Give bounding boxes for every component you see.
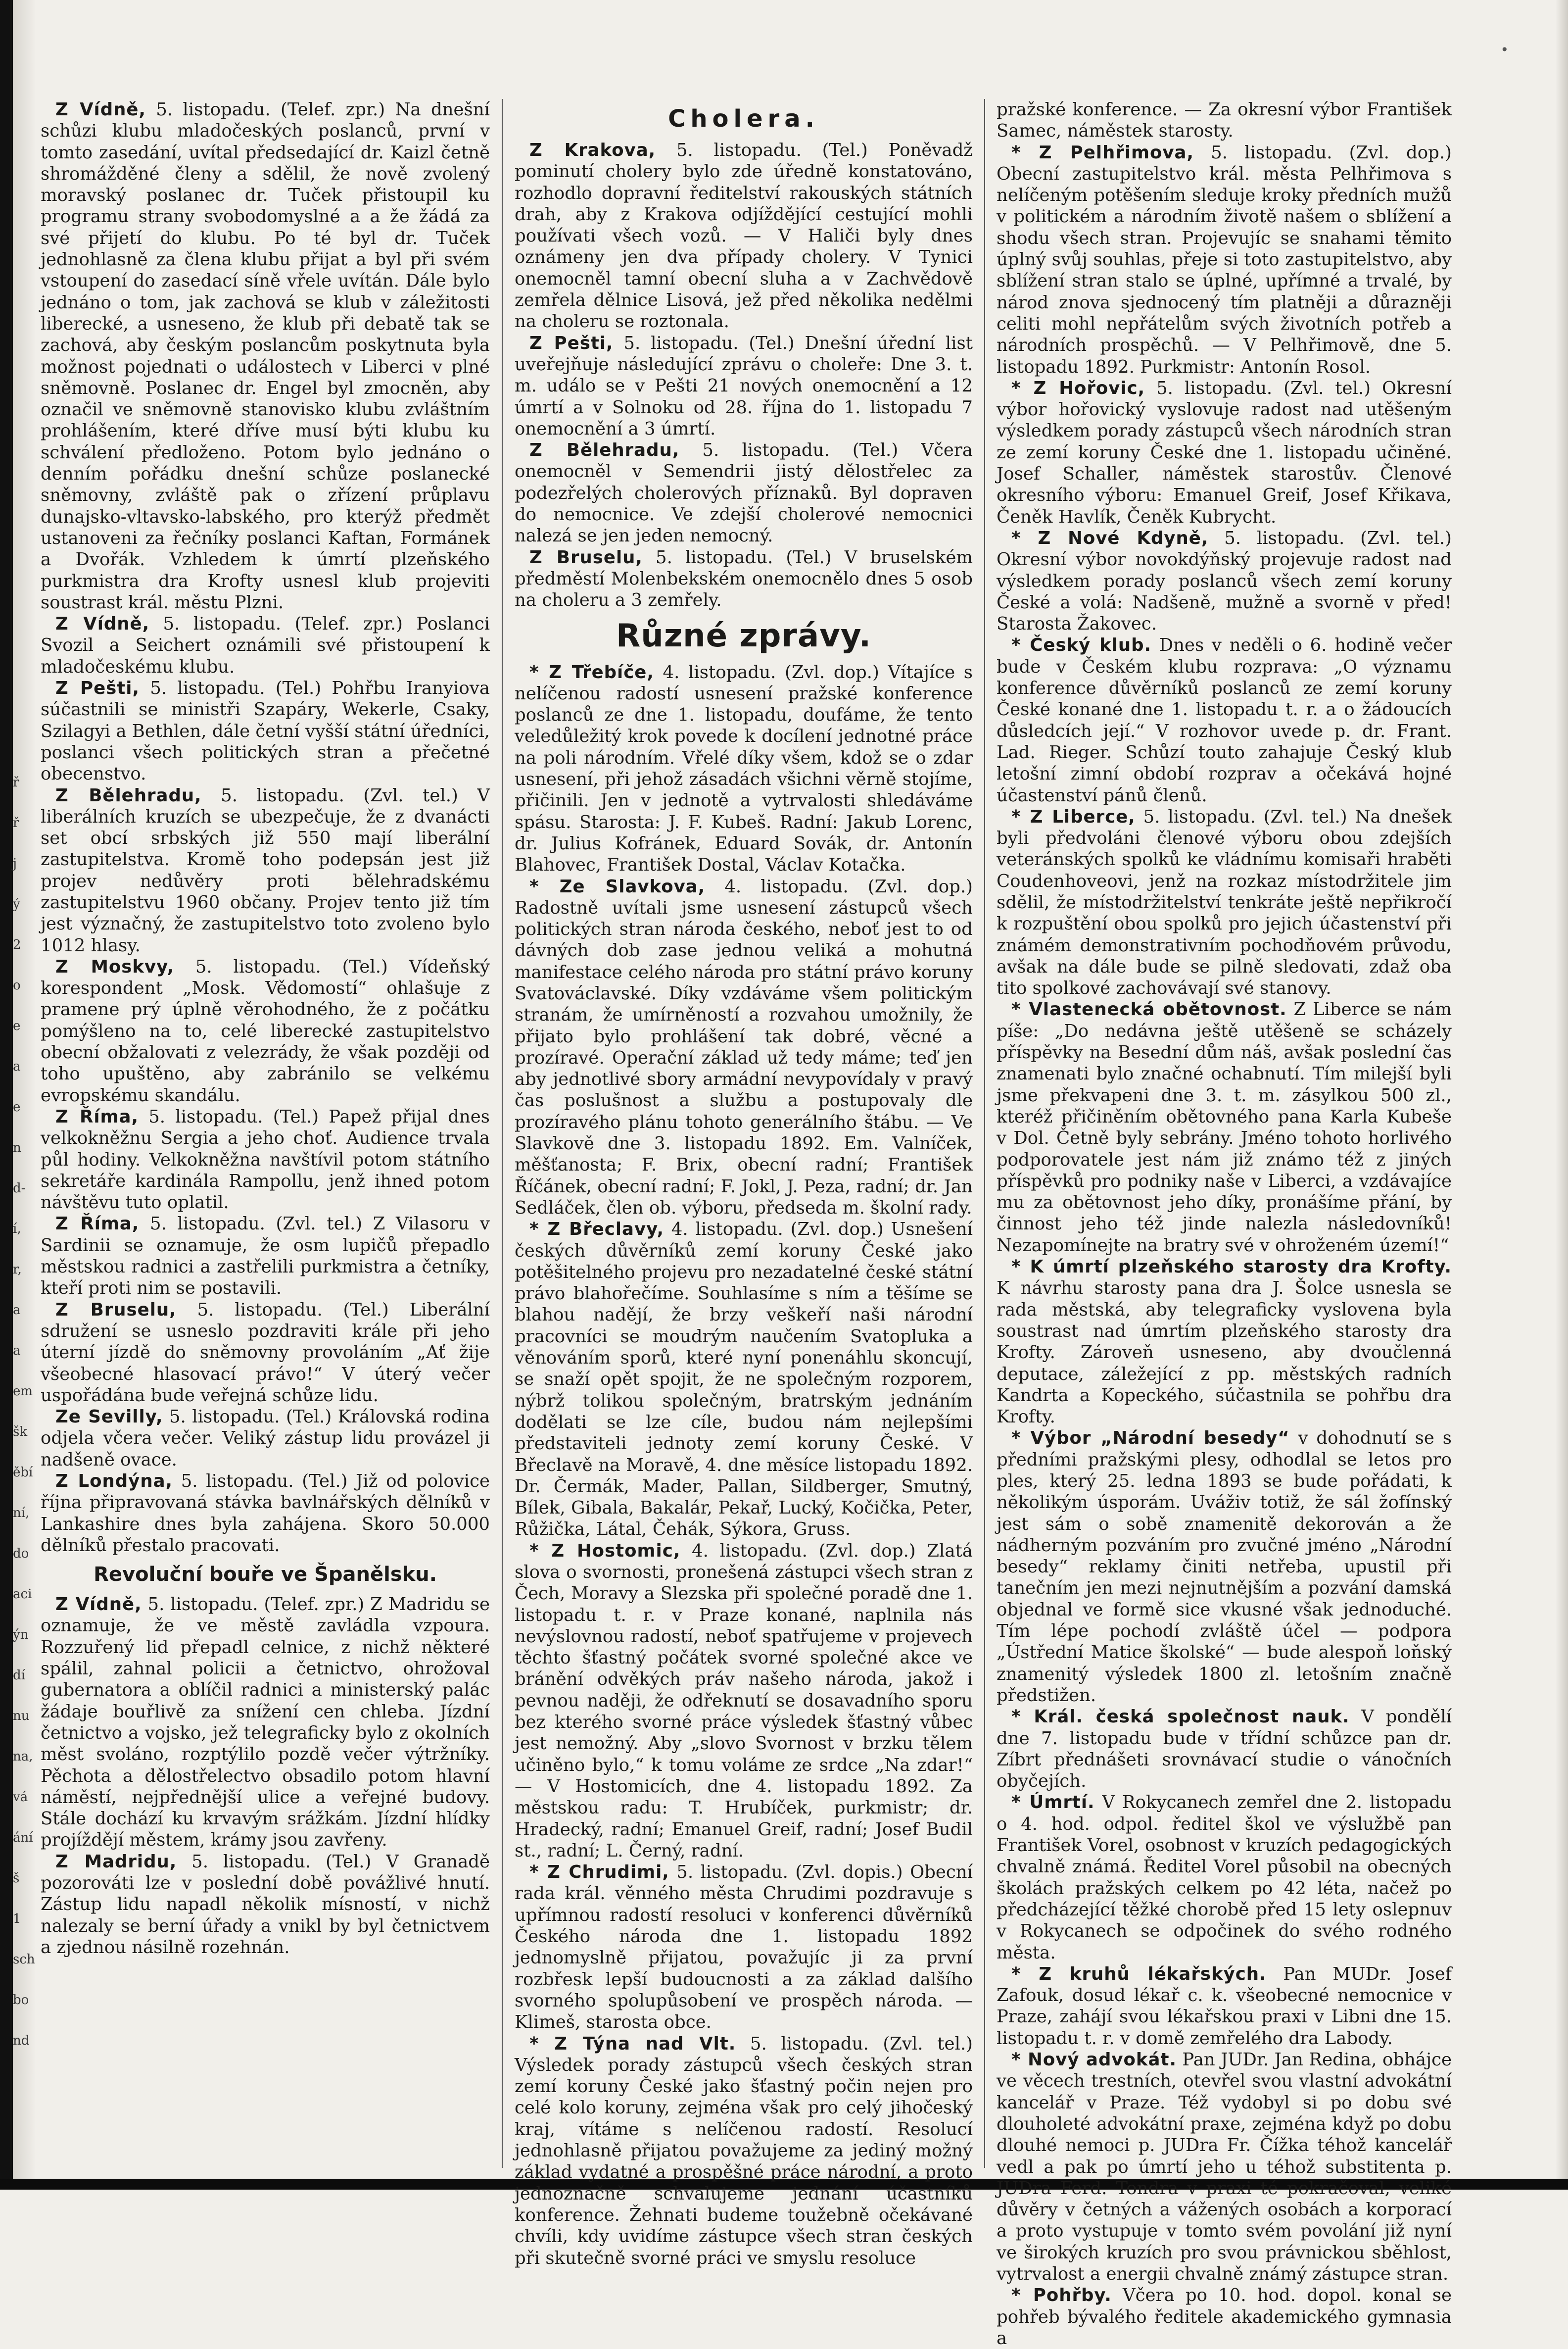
bleed-fragment: ýn bbox=[13, 1627, 29, 1642]
bleed-fragment: bo bbox=[13, 1993, 29, 2007]
newspaper-page bbox=[41, 99, 1537, 2349]
news-item bbox=[41, 1406, 490, 1470]
news-text: Dnes v neděli o 6. hodině večer bude v Českém klubu rozprava: „O významu konference důvěrníků poslanců ze zemí koruny České konané dne 1. listopadu t. r. a o žádoucích důsledcích její.“ V rozhovor uvede p. dr. Frant. Lad. Rieger. Schůzí touto zahajuje Český klub letošní zimní období rozprav a očekává hojné účastenství pánů členů. bbox=[997, 635, 1452, 806]
bleed-fragment: a bbox=[13, 1343, 21, 1358]
news-item bbox=[41, 1106, 490, 1213]
news-item bbox=[41, 1213, 490, 1299]
news-text: 4. listopadu. (Zvl. dop.) Vítajíce s nelíčenou radostí usnesení pražské konference poslanců ze dne 1. listopadu, doufáme, že tento veledůležitý krok povede k docílení jednotné práce na poli národním. Vřelé díky všem, kdož se o zdar usnesení, při jehož zásadách všichni věrně stojíme, přičinili. Jen v jednotě a vytrvalosti shledáváme spásu. Starosta: J. F. Kubeš. Radní: Jakub Lorenc, dr. Julius Kofránek, Eduard Sovák, dr. Antonín Blahovec, František Dostal, Václav Kotačka. bbox=[515, 662, 973, 876]
news-text: Pan MUDr. Josef Zafouk, dosud lékař c. k. všeobecné nemocnice v Praze, zahájí svou lékařskou praxi v Libni dne 15. listopadu t. r. v domě zemřelého dra Labody. bbox=[997, 1963, 1452, 2049]
news-text: v dohodnutí se s předními pražskými plesy, odhodlal se letos pro ples, který 25. ledna 1893 se bude pořádati, k několikým úsporám. Uváživ totiž, že sál žofínský jest sám o sobě znamenitě dekorován a že nádherným pozváním pro zvučné jméno „Národní besedy“ reklamy činiti netřeba, upustil při tanečním jen mezi nejnutnějším a pozvání damská objednal ve formě sice vkusné však jednoduché. Tím lépe pochodí zvláště účel — podpora „Ústřední Matice školské“ — bude alespoň loňský znamenitý výsledek 1800 zl. letošním značně předstižen. bbox=[997, 1428, 1452, 1706]
dateline: Z Krakova, bbox=[529, 140, 656, 160]
scan-bleed-through bbox=[13, 0, 35, 2190]
news-text: 5. listopadu. (Zvl. tel.) Okresní výbor novokdýňský projevuje radost nad výsledkem porady poslanců všech zemí koruny České a volá: Nadšeně, mužně a svorně v před! Starosta Žakovec. bbox=[997, 528, 1452, 635]
news-text: 5. listopadu. (Telef. zpr.) Na dnešní schůzi klubu mladočeských poslanců, první v tomto zasedání, uvítal předsedající dr. Kaizl četně shromážděné členy a sdělil, že nově zvolený moravský poslanec dr. Tuček přistoupil ku programu strany svobodomyslné a a že žádá za své přijetí do klubu. Po té byl dr. Tuček jednohlasně za člena klubu přijat a byl při svém vstoupení do zasedací síně vřele uvítán. Dále bylo jednáno o tom, jak zachová se klub v záležitosti liberecké, a usneseno, že klub při debatě tak se zachová, aby českým poslancům poskytnuta byla možnost pojednati o událostech v Liberci v plné sněmovně. Poslanec dr. Engel byl zmocněn, aby označil ve sněmovně stanovisko klubu zvláštním prohlášením, které dříve musí býti klubu ku schválení předloženo. Potom bylo jednáno o denním pořádku dnešní schůze poslanecké sněmovny, zvláště pak o zřízení průplavu dunajsko-vltavsko-labského, pro kterýž předmět ustanoveni za řečníky poslanci Kaftan, Formánek a Dvořák. Vzhledem k úmrtí plzeňského purkmistra dra Krofty usnesl klub projeviti soustrast král. městu Plzni. bbox=[41, 99, 490, 613]
bleed-fragment: ř bbox=[13, 775, 19, 790]
news-text: 5. listopadu. (Zvl. tel.) Okresní výbor hořovický vyslovuje radost nad utěšeným výsledkem porady zástupců všech národních stran ze zemí koruny České dne 1. listopadu učiněné. Josef Schaller, náměstek starostův. Členové okresního výboru: Emanuel Greif, Josef Křikava, Čeněk Havlík, Čeněk Kubrycht. bbox=[997, 378, 1452, 527]
bleed-fragment: ěbí bbox=[13, 1465, 33, 1480]
bleed-fragment: 2 bbox=[13, 937, 21, 952]
news-text: 5. listopadu. (Zvl. tel.) V liberálních kruzích se ubezpečuje, že z dvanácti set obcí srbských již 550 mají liberální zastupitelstva. Kromě toho podepsán jest již projev nedůvěry proti bělehradskému zastupitelstvu 1960 občany. Projev tento již tím jest význačný, že zastupitelstvo toto zvoleno bylo 1012 hlasy. bbox=[41, 785, 490, 956]
news-item bbox=[997, 2049, 1452, 2285]
bleed-fragment: e bbox=[13, 1019, 21, 1033]
bleed-fragment: nu bbox=[13, 1709, 30, 1723]
news-text: 5. listopadu. (Tel.) Papež přijal dnes velkokněžnu Sergia a jeho choť. Audience trvala půl hodiny. Velkokněžna navštívil potom státního sekretáře kardinála Rampollu, jenž ihned potom návštěvu tuto oplatil. bbox=[41, 1106, 490, 1213]
column-1 bbox=[41, 99, 490, 2168]
news-item bbox=[515, 876, 973, 1219]
dateline: Z Říma, bbox=[55, 1214, 140, 1234]
dateline: * Úmrtí. bbox=[1011, 1792, 1095, 1813]
bleed-fragment: d- bbox=[13, 1181, 26, 1196]
news-item bbox=[997, 635, 1452, 806]
news-text: 5. listopadu. (Tel.) Dnešní úřední list uveřejňuje následující zprávu o choleře: Dne 3. t. m. událo se v Pešti 21 nových onemocnění a 12 úmrtí a v Solnoku od 28. října do 1. listopadu 7 onemocnění a 3 úmrtí. bbox=[515, 333, 973, 439]
news-text: 4. listopadu. (Zvl. dop.) Radostně uvítali jsme usnesení zástupců všech politických stran národa českého, neboť jest to od dávných dob zase jednou veliká a mohutná manifestace celého národa pro státní právo koruny Svatováclavské. Díky vzdáváme všem politickým stranám, že umírněností a rozvahou umožnily, že přijato bylo prohlášení tak dobré, věcné a prozíravé. Operační základ už tedy máme; teď jen aby jednotlivé sbory armádní nevypovídaly v pravý čas poslušnost a službu a postupovaly dle prozíravého plánu tohoto generálního štábu. — Ve Slavkově dne 3. listopadu 1892. Em. Valníček, měšťanosta; F. Brix, obecní radní; František Říčánek, obecní radní; F. Jokl, J. Peza, radní; dr. Jan Sedláček, člen ob. výboru, předseda m. školní rady. bbox=[515, 876, 973, 1218]
section-title: Různé zprávy. bbox=[616, 617, 872, 654]
news-item bbox=[997, 142, 1452, 378]
news-text: 5. listopadu. (Zvl. dop.) Obecní zastupitelstvo král. města Pelhřimova s nelíčeným potěšením sleduje kroky předních mužů v politickém a národním životě našem o sblížení a shodu všech stran. Projevujíc se snahami těmito úplný svůj souhlas, přeje si toto zastupitelstvo, aby sblížení stran stalo se úplné, upřímné a trvalé, by národ znova sjednocený tím platněji a důrazněji celiti mohl nepřátelům svých životních potřeb a národních prospěchů. — V Pelhřimově, dne 5. listopadu 1892. Purkmistr: Antonín Rosol. bbox=[997, 142, 1452, 377]
news-item bbox=[41, 99, 490, 613]
dateline: Z Bruselu, bbox=[55, 1299, 177, 1320]
news-item bbox=[41, 956, 490, 1106]
bleed-fragment: a bbox=[13, 1303, 21, 1318]
news-item bbox=[997, 1256, 1452, 1427]
news-item bbox=[997, 378, 1452, 528]
news-text: 5. listopadu. (Tel.) V Granadě pozorováti lze v poslední době povážlivé hnutí. Zástup lidu napadl několik mísností, v nichž nalezaly se berní úřady a vnikl by byl četnictvem a zjednou násilně rozehnán. bbox=[41, 1851, 490, 1958]
news-text: 5. listopadu. (Tel.) Již od polovice října připravovaná stávka bavlnářských dělníků v Lankashire dnes byla zahájena. Skoro 50.000 dělníků přestalo pracovati. bbox=[41, 1471, 490, 1556]
news-item bbox=[515, 1219, 973, 1540]
dateline: * Z Břeclavy, bbox=[529, 1219, 664, 1240]
dateline: Z Madridu, bbox=[55, 1851, 177, 1872]
bleed-fragment: em bbox=[13, 1384, 33, 1399]
bleed-fragment: aci bbox=[13, 1587, 32, 1602]
dateline: * Nový advokát. bbox=[1011, 2050, 1177, 2070]
bleed-fragment: nd bbox=[13, 2033, 30, 2048]
bleed-fragment: e bbox=[13, 1100, 21, 1115]
news-item bbox=[997, 1427, 1452, 1706]
bleed-fragment: j bbox=[13, 856, 17, 871]
news-text: 5. listopadu. (Tel.) Včera onemocněl v Semendrii jistý dělostřelec za podezřelých cholerových příznaků. Byl dopraven do nemocnice. Ve zdejší cholerové nemocnici nalezá se jen jeden nemocný. bbox=[515, 440, 973, 546]
news-item bbox=[515, 547, 973, 611]
news-text: 5. listopadu. (Zvl. tel.) Na dnešek byli předvoláni členové výboru obou zdejších veteránských spolků ke vládnímu komisaři hraběti Coudenhoveovi, jenž na rozkaz místodržitele jim sdělil, že místodržitelství tenkráte ještě nepřikročí k rozpuštění obou spolků pro jejich účastenství při známém demonstrativním pochodňovém průvodu, avšak na dále bude se pilně sledovati, zdaž oba tito spolkové zachovávají své stanovy. bbox=[997, 806, 1452, 999]
news-item bbox=[515, 333, 973, 440]
news-item bbox=[41, 1851, 490, 1958]
news-text: K návrhu starosty pana dra J. Šolce usnesla se rada městská, aby telegraficky vyslovena byla soustrast nad úmrtím plzeňského starosty dra Krofty. Zároveň usneseno, aby dvoučlenná deputace, záležející z pp. městských radních Kandrta a Kopeckého, súčastnila se pohřbu dra Krofty. bbox=[997, 1278, 1452, 1427]
news-text: 5. listopadu. (Zvl. tel.) Z Vilasoru v Sardinii se oznamuje, že osm lupičů přepadlo městskou radnici a zastřelili purkmistra a četníky, kteří proti nim se postavili. bbox=[41, 1214, 490, 1299]
news-item bbox=[997, 1963, 1452, 2049]
dateline: * Z Chrudimi, bbox=[529, 1862, 669, 1883]
dateline: * Z kruhů lékařských. bbox=[1011, 1963, 1267, 1984]
dateline: Z Říma, bbox=[55, 1106, 139, 1127]
bleed-fragment: r, bbox=[13, 1262, 22, 1277]
dateline: Z Bruselu, bbox=[529, 547, 643, 568]
bleed-fragment: ní, bbox=[13, 1506, 30, 1520]
column-3 bbox=[997, 99, 1452, 2349]
news-text: V Rokycanech zemřel dne 2. listopadu o 4. hod. odpol. ředitel škol ve výslužbě pan František Vorel, osobnost v kruzích pedagogických chvalně známá. Ředitel Vorel působil na obecných školách pražských celkem po 42 léta, načež po předcházející těžké chorobě před 15 lety oslepnuv v Rokycanech se odpočinek do svého rodného města. bbox=[997, 1792, 1452, 1963]
news-text: Včera po 10. hod. dopol. konal se pohřeb bývalého ředitele akademického gymnasia a bbox=[997, 2285, 1452, 2349]
bleed-fragment: do bbox=[13, 1546, 29, 1561]
dateline: * Ze Slavkova, bbox=[529, 876, 706, 897]
news-item bbox=[515, 440, 973, 546]
dateline: Z Pešti, bbox=[529, 333, 614, 353]
news-item bbox=[41, 1594, 490, 1851]
bleed-fragment: a bbox=[13, 1059, 21, 1074]
news-item bbox=[515, 1861, 973, 2033]
dateline: Z Pešti, bbox=[55, 678, 140, 699]
news-item bbox=[515, 140, 973, 333]
column-rule bbox=[502, 99, 503, 2168]
bleed-fragment: š bbox=[13, 1871, 20, 1886]
dateline: Z Vídně, bbox=[55, 1594, 142, 1615]
news-text: Pan JUDr. Jan Redina, obhájce ve věcech trestních, otevřel svou vlastní advokátní kancelář v Praze. Též vydobyl si po dobu své dlouholeté advokátní praxe, zejména když po dobu dlouhé nemoci p. JUDra Fr. Čížka téhož kancelář vedl a pak po úmrtí jeho u téhož substitenta p. JUDra Ferd. Tondra v praxi té pokračoval, veliké důvěry v četných a vážených osobách a korporací a proto vystupuje v tomto svém povolání již nyní ve širokých kruzích pro svou právnickou sběhlost, vytrvalost a energii chvalně známý zástupce stran. bbox=[997, 2050, 1452, 2284]
bleed-fragment: šk bbox=[13, 1424, 28, 1439]
dateline: Z Londýna, bbox=[55, 1471, 173, 1491]
news-item bbox=[515, 662, 973, 876]
section-title: Cholera. bbox=[668, 105, 819, 133]
news-item bbox=[997, 806, 1452, 999]
news-text: 5. listopadu. (Zvl. dopis.) Obecní rada král. věnného města Chrudimi pozdravuje s upřímnou radostí resoluci v konferenci důvěrníků Českého národa dne 1. listopadu 1892 jednomyslně přijatou, považujíc ji za první rozbřesk lepší budoucnosti a za základ dalšího svorného spolupůsobení ve prospěch národa. — Klimeš, starosta obce. bbox=[515, 1862, 973, 2033]
bleed-fragment: n bbox=[13, 1140, 21, 1155]
dateline: * Výbor „Národní besedy“ bbox=[1011, 1428, 1290, 1449]
news-item bbox=[997, 1706, 1452, 1792]
dateline: Z Vídně, bbox=[55, 614, 150, 635]
dateline: * Z Liberce, bbox=[1011, 806, 1136, 827]
news-text: pražské konference. — Za okresní výbor František Samec, náměstek starosty. bbox=[997, 99, 1452, 142]
scan-right-edge bbox=[1556, 0, 1568, 2190]
news-item bbox=[515, 2033, 973, 2269]
dateline: * Z Hostomic, bbox=[529, 1540, 681, 1561]
news-text: 5. listopadu. (Zvl. tel.) Výsledek porady zástupců všech českých stran zemí koruny České jako šťastný počin nejen pro celé kolo koruny, zejména však pro celý jihočeský kraj, vítáme s nelíčenou radostí. Resolucí jednohlasně přijatou považujeme za jediný možný základ vydatné a prospěšné práce národní, a proto jednoznačně schvalujeme jednání účastníků konference. Žehnati budeme toužebně očekávané chvíli, kdy uvidíme zástupce všech stran českých při skutečně svorné práci ve smyslu resoluce bbox=[515, 2033, 973, 2268]
dateline: * Král. česká společnost nauk. bbox=[1011, 1707, 1350, 1727]
dateline: * Z Nové Kdyně, bbox=[1011, 528, 1209, 548]
dateline: * Z Týna nad Vlt. bbox=[529, 2033, 736, 2054]
news-text: 4. listopadu. (Zvl. dop.) Zlatá slova o svornosti, pronešená zástupci všech stran z Čech, Moravy a Slezska při společné poradě dne 1. listopadu t. r. v Praze konané, naplnila nás nevýslovnou radostí, neboť spatřujeme v projevech těchto šťastný počátek svorné společné akce ve bránění odvěkých práv našeho národa, jakož i pevnou naději, že odřeknutí se dosavadního sporu bez kterého svorné práce výsledek šťastný vůbec jest nemožný. Aby „slovo Svornost v brzku tělem učiněno bylo,“ k tomu voláme ze srdce „Na zdar!“ — V Hostomicích, dne 4. listopadu 1892. Za městskou radu: T. Hrubíček, purkmistr; dr. Hradecký, radní; Emanuel Greif, radní; Josef Budil st., radní; L. Černý, radní. bbox=[515, 1540, 973, 1861]
bleed-fragment: í, bbox=[13, 1222, 21, 1236]
news-item bbox=[41, 785, 490, 956]
column-2 bbox=[515, 99, 973, 2268]
dateline: * Z Pelhřimova, bbox=[1011, 142, 1194, 163]
news-text: 4. listopadu. (Zvl. dop.) Usnešení českých důvěrníků zemí koruny České jako potěšitelného projevu pro nezadatelné české státní právo blahořečíme. Souhlasíme s ním a těšíme se blahou nadějí, že brzy veškeří naši národní pracovníci se moudrým naučením Svatopluka a věnováním sporů, které nyní ponenáhlu skoncují, se snaží opět spojit, že ne společným rozporem, nýbrž tolikou společným, bratrským jednáním dodělati se lze cíle, budou nám nejlepšími představiteli jednoty zemí koruny České. V Břeclavě na Moravě, 4. dne měsíce listopadu 1892. Dr. Čermák, Mader, Pallan, Sildberger, Smutný, Bílek, Gibala, Bakalár, Pekař, Lucký, Kočička, Peter, Růžička, Látal, Čehák, Sýkora, Gruss. bbox=[515, 1219, 973, 1540]
bleed-fragment: 1 bbox=[13, 1911, 21, 1926]
dateline: Z Bělehradu, bbox=[529, 440, 680, 461]
bleed-fragment: o bbox=[13, 978, 21, 993]
bleed-fragment: ř bbox=[13, 816, 19, 831]
bleed-fragment: na, bbox=[13, 1749, 33, 1764]
bleed-fragment: ání bbox=[13, 1830, 33, 1845]
column-rule bbox=[984, 99, 985, 2168]
corner-mark: • bbox=[1500, 42, 1509, 58]
bleed-fragment: dí bbox=[13, 1668, 25, 1683]
news-text: 5. listopadu. (Tel.) Vídeňský korespondent „Mosk. Vědomostí“ ohlašuje z pramene prý úplně věrohodného, že z počátku pomýšleno na to, celé liberecké zastupitelstvo obecní obžalovati z velezrády, že však později od toho upuštěno, aby zabránilo se velkému evropskému skandálu. bbox=[41, 956, 490, 1106]
dateline: * Vlastenecká obětovnost. bbox=[1011, 999, 1287, 1020]
dateline: Z Bělehradu, bbox=[55, 785, 202, 806]
scan-left-border bbox=[0, 0, 13, 2190]
dateline: Z Vídně, bbox=[55, 99, 146, 120]
news-item bbox=[41, 1299, 490, 1406]
bleed-fragment: vá bbox=[13, 1790, 28, 1805]
news-item bbox=[997, 2285, 1452, 2349]
news-item bbox=[997, 999, 1452, 1256]
news-text: 5. listopadu. (Tel.) Liberální sdružení se usneslo pozdraviti krále při jeho úterní jízdě do sněmovny provoláním „Ať žije všeobecné hlasovací právo!“ V úterý večer uspořádána bude veřejná schůze lidu. bbox=[41, 1299, 490, 1406]
news-item bbox=[515, 1540, 973, 1861]
dateline: Ze Sevilly, bbox=[55, 1407, 163, 1427]
dateline: * Z Hořovic, bbox=[1011, 378, 1145, 398]
news-text: 5. listopadu. (Telef. zpr.) Z Madridu se oznamuje, že ve městě zavládla vzpoura. Rozzuřený lid přepadl celnice, z nichž některé spálil, zahnal policii a četnictvo, ohrožoval gubernatora a oblíčil radnici a ministerský palác žádaje bouřlivě za snížení cen chleba. Jízdní četnictvo a vojsko, jež telegraficky bylo z okolních měst svoláno, rozptýlilo pozdě večer výtržníky. Pěchota a dělostřelectvo obsadilo potom hlavní náměstí, nejpřednější ulice a veřejné budovy. Stále dochází ku krvavým srážkám. Jízdní hlídky projíždějí městem, krámy jsou zavřeny. bbox=[41, 1594, 490, 1851]
news-text: 5. listopadu. (Tel.) V bruselském předměstí Molenbekském onemocnělo dnes 5 osob na choleru a 3 zemřely. bbox=[515, 547, 973, 611]
section-title: Revoluční bouře ve Španělsku. bbox=[94, 1563, 437, 1586]
news-item bbox=[41, 1470, 490, 1556]
dateline: * Český klub. bbox=[1011, 635, 1152, 656]
dateline: Z Moskvy, bbox=[55, 956, 175, 977]
news-item bbox=[41, 613, 490, 678]
news-text: V pondělí dne 7. listopadu bude v třídní schůzce pan dr. Zíbrt přednášeti srovnávací studie o vánočních obyčejích. bbox=[997, 1707, 1452, 1792]
dateline: * Pohřby. bbox=[1011, 2285, 1112, 2306]
news-item bbox=[41, 678, 490, 784]
news-text: 5. listopadu. (Telef. zpr.) Poslanci Svozil a Seichert oznámili své přistoupení k mladočeskému klubu. bbox=[41, 614, 490, 677]
news-text: 5. listopadu. (Tel.) Pohřbu Iranyiova súčastnili se ministři Szapáry, Wekerle, Csaky, Szilagyi a Bethlen, dále četní vyšší státní úředníci, poslanci všech politických stran a přečetné obecenstvo. bbox=[41, 678, 490, 784]
news-item bbox=[997, 528, 1452, 635]
news-item bbox=[997, 99, 1452, 142]
news-text: 5. listopadu. (Tel.) Královská rodina odjela včera večer. Veliký zástup lidu provázel ji nadšeně ovace. bbox=[41, 1407, 490, 1470]
bleed-fragment: ý bbox=[13, 897, 20, 912]
dateline: * K úmrtí plzeňského starosty dra Krofty. bbox=[1011, 1257, 1452, 1277]
news-text: 5. listopadu. (Tel.) Poněvadž pominutí cholery bylo zde úředně konstatováno, rozhodlo dopravní ředitelství rakouských státních drah, aby z Krakova odjíždějící cestující mohli používati všech vozů. — V Haliči byly dnes oznámeny jen dva případy cholery. V Tynici onemocněl tamní obecní sluha a v Zachvědově zemřela dělnice Lisová, jež před několika nedělmi na choleru se roztonala. bbox=[515, 140, 973, 332]
news-text: Z Liberce se nám píše: „Do nedávna ještě utěšeně se scházely příspěvky na Besední dům náš, avšak poslední čas znamenati bylo značné ochabnutí. Tím milejší byli jsme překvapeni dne 3. t. m. zásylkou 500 zl., kteréž přičiněním obětovného pana Karla Kubeše v Dol. Četně byly sebrány. Jméno tohoto horlivého podporovatele jest nám již známo též z jiných příspěvků pro podniky naše v Liberci, a vzdávajíce mu za obětovnost jeho díky, pronášíme přání, by činnost jeho též jinde nalezla následovníků! Nezapomínejte na bratry své v ohroženém území!“ bbox=[997, 999, 1452, 1256]
dateline: * Z Třebíče, bbox=[529, 662, 654, 683]
news-item bbox=[997, 1792, 1452, 1963]
bleed-fragment: sch bbox=[13, 1952, 35, 1967]
